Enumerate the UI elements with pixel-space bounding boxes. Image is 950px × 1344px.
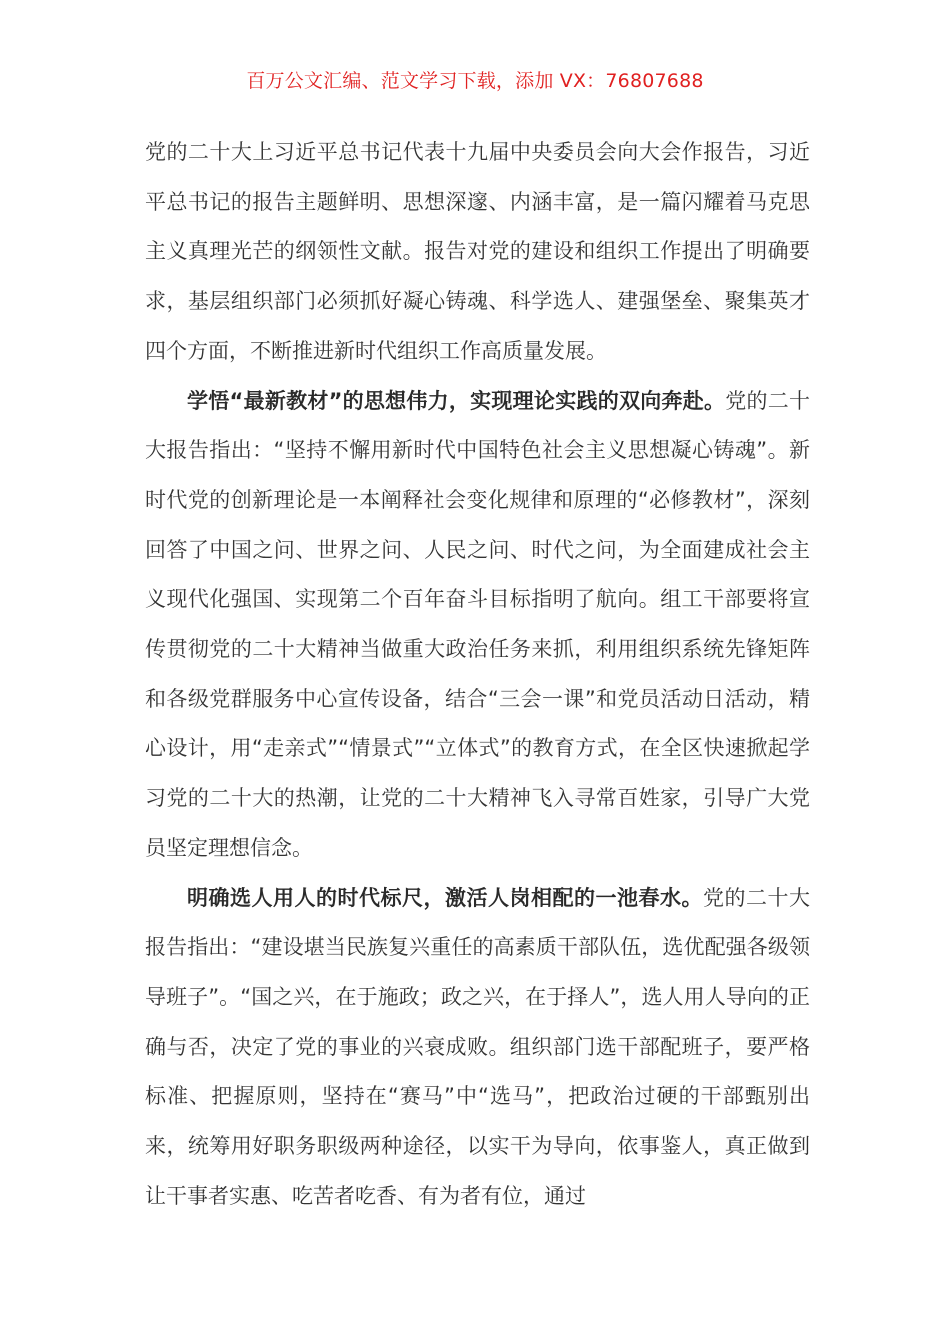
paragraph-text: 党的二十大报告指出：“建设堪当民族复兴重任的高素质干部队伍，选优配强各级领导班子”。“国之兴，在于施政；政之兴，在于择人”，选人用人导向的正确与否，决定了党的事业的兴衰成败。组织部门选干部配班子，要严格标准、把握原则，坚持在“赛马”中“选马”，把政治过硬的干部甄别出来，统筹用好职务职级两种途径，以实干为导向，依事鉴人，真正做到让干事者实惠、吃苦者吃香、有为者有位，通过: [145, 885, 810, 1208]
paragraph-text: 党的二十大上习近平总书记代表十九届中央委员会向大会作报告，习近平总书记的报告主题鲜明、思想深邃、内涵丰富，是一篇闪耀着马克思主义真理光芒的纲领性文献。报告对党的建设和组织工作提出了明确要求，基层组织部门必须抓好凝心铸魂、科学选人、建强堡垒、聚集英才四个方面，不断推进新时代组织工作高质量发展。: [145, 140, 810, 363]
paragraph-text: 党的二十大报告指出：“坚持不懈用新时代中国特色社会主义思想凝心铸魂”。新时代党的创新理论是一本阐释社会变化规律和原理的“必修教材”，深刻回答了中国之问、世界之问、人民之问、时代之问，为全面建成社会主义现代化强国、实现第二个百年奋斗目标指明了航向。组工干部要将宣传贯彻党的二十大精神当做重大政治任务来抓，利用组织系统先锋矩阵和各级党群服务中心宣传设备，结合“三会一课”和党员活动日活动，精心设计，用“走亲式”“情景式”“立体式”的教育方式，在全区快速掀起学习党的二十大的热潮，让党的二十大精神飞入寻常百姓家，引导广大党员坚定理想信念。: [145, 388, 810, 860]
document-body: [145, 128, 810, 1221]
paragraph-lead-heading: 明确选人用人的时代标尺，激活人岗相配的一池春水。: [187, 885, 703, 910]
paragraph-lead-heading: 学悟“最新教材”的思想伟力，实现理论实践的双向奔赴。: [187, 388, 726, 413]
watermark-header: 百万公文汇编、范文学习下载，添加 VX：76807688: [246, 70, 704, 92]
paragraph-study-theory: [145, 377, 810, 874]
paragraph-intro: [145, 128, 810, 377]
paragraph-select-cadres: [145, 874, 810, 1222]
